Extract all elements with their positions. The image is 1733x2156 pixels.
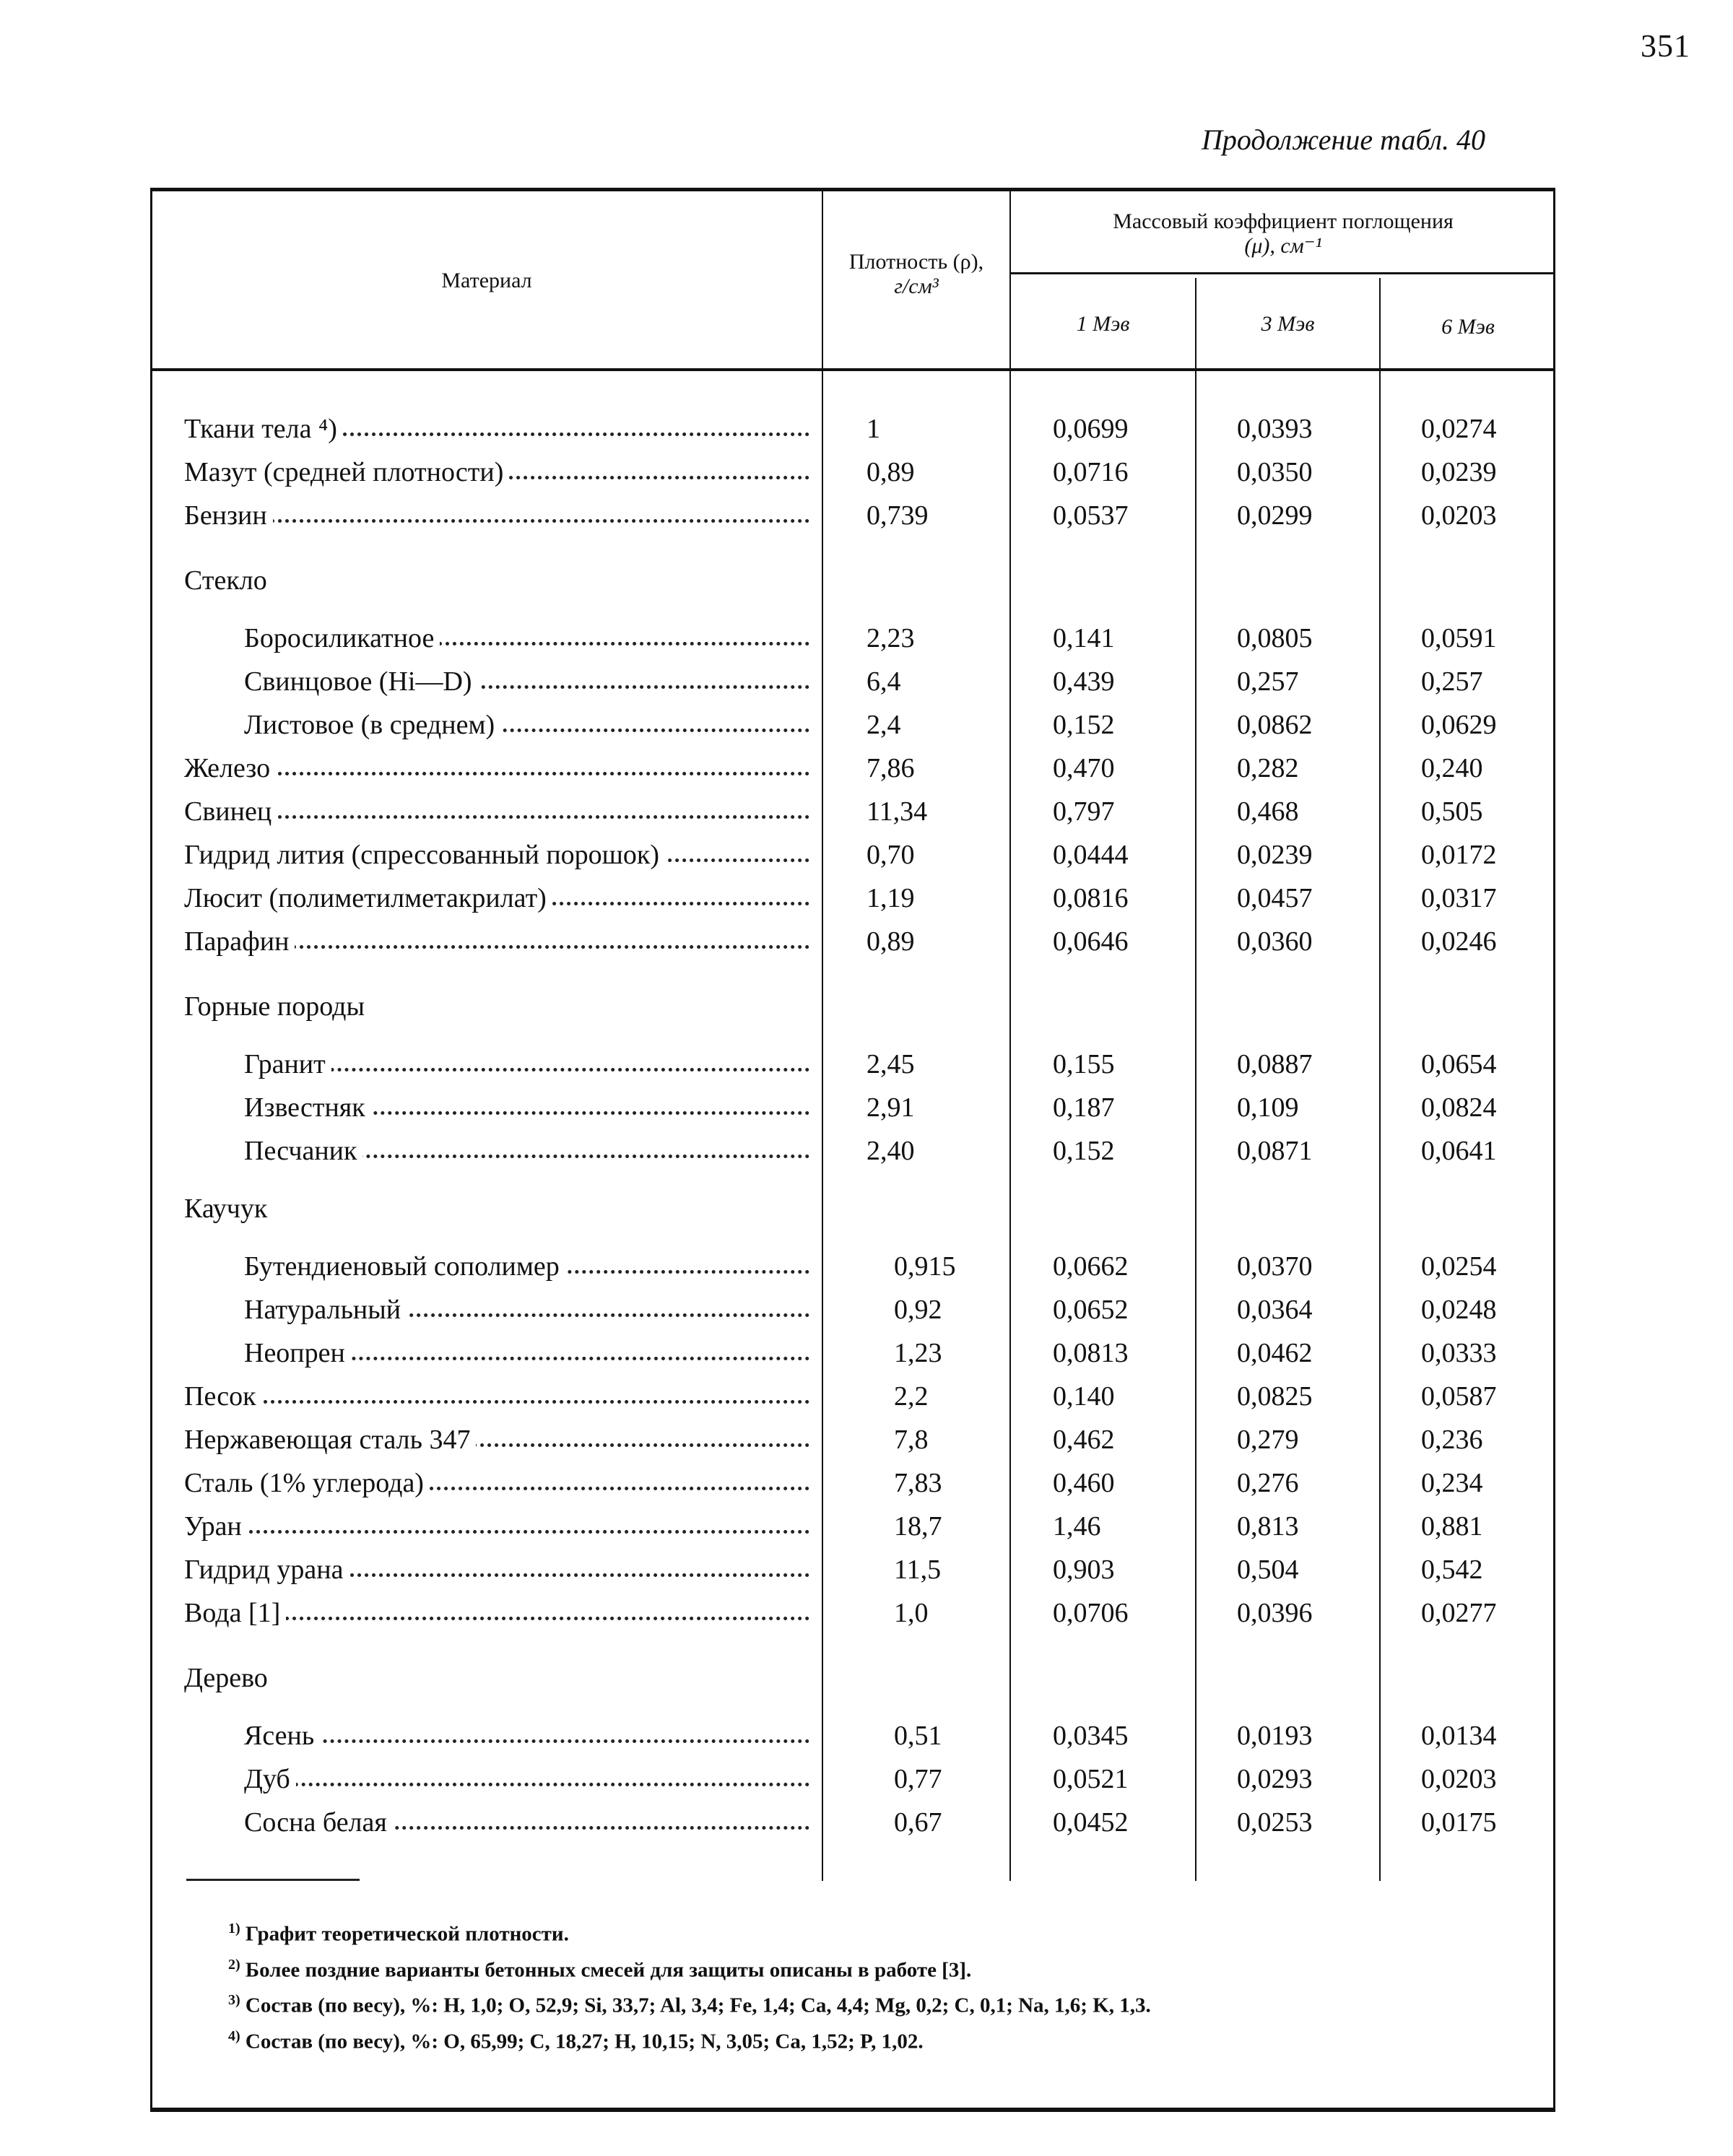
mu-1mev-cell: 0,0706 [1053, 1598, 1129, 1628]
mu-1mev-cell: 0,152 [1053, 710, 1115, 740]
mu-1mev-cell: 0,0537 [1053, 500, 1129, 531]
material-cell [184, 1510, 809, 1542]
header-density-label: Плотность (ρ), [848, 250, 984, 274]
mu-3mev-cell: 0,0871 [1237, 1136, 1313, 1166]
material-name: Сосна белая [244, 1807, 393, 1838]
dot-leader [184, 1530, 809, 1534]
footnote-text: Графит теоретической плотности. [245, 1922, 569, 1946]
table-row [0, 1048, 1733, 1092]
table-row [0, 709, 1733, 752]
footnote-text: Более поздние варианты бетонных смесей для защиты описаны в работе [3]. [245, 1958, 972, 1982]
table-row [0, 1092, 1733, 1135]
table-group-row [0, 565, 1733, 608]
material-name: Парафин [184, 926, 295, 957]
material-cell [184, 1193, 809, 1225]
material-cell [244, 666, 809, 697]
table-row [0, 882, 1733, 926]
density-cell: 1,23 [894, 1338, 942, 1368]
footnote-text: Состав (по весу), %: O, 65,99; C, 18,27; H, 10,15; N, 3,05; Ca, 1,52; P, 1,02. [245, 2030, 924, 2053]
table-row [0, 926, 1733, 969]
mu-1mev-cell: 0,0816 [1053, 883, 1129, 913]
table-group-row [0, 1193, 1733, 1236]
material-name: Вода [1] [184, 1598, 286, 1628]
mu-1mev-cell: 0,797 [1053, 796, 1115, 827]
material-name: Свинец [184, 796, 277, 827]
mu-1mev-cell: 0,155 [1053, 1049, 1115, 1079]
material-cell [184, 752, 809, 784]
subheader-rule [1011, 272, 1555, 274]
material-name: Сталь (1% углерода) [184, 1468, 430, 1498]
mu-6mev-cell: 0,236 [1421, 1425, 1483, 1455]
mu-1mev-cell: 0,0716 [1053, 457, 1129, 487]
header-bottom-rule [152, 368, 1555, 371]
material-name: Мазут (средней плотности) [184, 457, 509, 487]
material-cell [244, 709, 809, 741]
material-cell [184, 565, 809, 596]
material-name: Каучук [184, 1194, 273, 1224]
mu-1mev-cell: 0,141 [1053, 623, 1115, 653]
mu-6mev-cell: 0,881 [1421, 1511, 1483, 1542]
material-cell [184, 1467, 809, 1499]
density-cell: 2,2 [894, 1381, 929, 1412]
mu-6mev-cell: 0,0274 [1421, 414, 1497, 444]
material-name: Ясень [244, 1721, 320, 1751]
footnote-4 [228, 2021, 1151, 2057]
footnote-1 [228, 1913, 1151, 1949]
mu-1mev-cell: 1,46 [1053, 1511, 1101, 1542]
mu-3mev-cell: 0,0825 [1237, 1381, 1313, 1412]
density-cell: 6,4 [866, 666, 901, 697]
header-material: Материал [441, 269, 532, 292]
mu-3mev-cell: 0,0360 [1237, 926, 1313, 957]
material-name: Песок [184, 1381, 262, 1412]
material-cell [244, 1092, 809, 1123]
mu-6mev-cell: 0,0254 [1421, 1251, 1497, 1282]
material-name: Известняк [244, 1092, 371, 1123]
density-cell: 0,51 [894, 1721, 942, 1751]
mu-3mev-cell: 0,0239 [1237, 840, 1313, 870]
mu-3mev-cell: 0,279 [1237, 1425, 1299, 1455]
mu-6mev-cell: 0,542 [1421, 1555, 1483, 1585]
material-cell [244, 622, 809, 654]
density-cell: 2,4 [866, 710, 901, 740]
mu-6mev-cell: 0,505 [1421, 796, 1483, 827]
material-name: Горные породы [184, 991, 370, 1022]
material-cell [244, 1048, 809, 1080]
mu-6mev-cell: 0,0629 [1421, 710, 1497, 740]
mu-1mev-cell: 0,470 [1053, 753, 1115, 783]
table-row [0, 1597, 1733, 1640]
mu-3mev-cell: 0,0396 [1237, 1598, 1313, 1628]
material-cell [184, 796, 809, 827]
material-cell [184, 882, 809, 914]
density-cell: 0,739 [866, 500, 929, 531]
table-row [0, 1763, 1733, 1807]
density-cell: 1,19 [866, 883, 915, 913]
material-name: Гидрид урана [184, 1555, 349, 1585]
density-cell: 11,5 [894, 1555, 942, 1585]
footnote-mark: 1) [228, 1921, 240, 1937]
mu-3mev-cell: 0,0887 [1237, 1049, 1313, 1079]
header-density-unit: г/см³ [894, 274, 939, 298]
mu-3mev-cell: 0,0253 [1237, 1807, 1313, 1838]
density-cell: 2,23 [866, 623, 915, 653]
footnote-2 [228, 1949, 1151, 1986]
mu-1mev-cell: 0,0662 [1053, 1251, 1129, 1282]
mu-1mev-cell: 0,0444 [1053, 840, 1129, 870]
material-name: Натуральный [244, 1295, 407, 1325]
footnote-mark: 2) [228, 1956, 240, 1973]
mu-6mev-cell: 0,0134 [1421, 1721, 1497, 1751]
table-row [0, 839, 1733, 882]
mu-6mev-cell: 0,0333 [1421, 1338, 1497, 1368]
mu-3mev-cell: 0,0299 [1237, 500, 1313, 531]
material-cell [244, 1763, 809, 1795]
material-cell [184, 1597, 809, 1629]
material-cell [244, 1720, 809, 1752]
material-cell [184, 1424, 809, 1456]
material-cell [184, 456, 809, 488]
table-row [0, 1554, 1733, 1597]
dot-leader [184, 519, 809, 523]
table-row [0, 1251, 1733, 1294]
footnote-rule [186, 1879, 360, 1881]
header-energy-6mev: 6 Мэв [1441, 315, 1495, 339]
mu-1mev-cell: 0,187 [1053, 1092, 1115, 1123]
dot-leader [184, 772, 809, 775]
material-cell [244, 1135, 809, 1167]
header-mass-coefficient-label: Массовый коэффициент поглощения [1113, 209, 1454, 233]
mu-3mev-cell: 0,109 [1237, 1092, 1299, 1123]
material-name: Листовое (в среднем) [244, 710, 500, 740]
mu-1mev-cell: 0,0521 [1053, 1764, 1129, 1794]
mu-3mev-cell: 0,0462 [1237, 1338, 1313, 1368]
material-cell [184, 1554, 809, 1586]
mu-1mev-cell: 0,439 [1053, 666, 1115, 697]
table-row [0, 796, 1733, 839]
density-cell: 0,915 [894, 1251, 956, 1282]
density-cell: 0,92 [894, 1295, 942, 1325]
table-row [0, 1294, 1733, 1337]
table-row [0, 413, 1733, 456]
material-cell [244, 1251, 809, 1282]
mu-3mev-cell: 0,0805 [1237, 623, 1313, 653]
header-mass-coefficient [1011, 209, 1555, 258]
mu-6mev-cell: 0,0248 [1421, 1295, 1497, 1325]
density-cell: 1 [866, 414, 880, 444]
density-cell: 0,67 [894, 1807, 942, 1838]
mu-6mev-cell: 0,0203 [1421, 500, 1497, 531]
table-row [0, 456, 1733, 500]
dot-leader [244, 1783, 809, 1786]
density-cell: 0,89 [866, 457, 915, 487]
material-name: Дуб [244, 1764, 296, 1794]
mu-3mev-cell: 0,504 [1237, 1555, 1299, 1585]
table-row [0, 752, 1733, 796]
density-cell: 11,34 [866, 796, 928, 827]
density-cell: 2,91 [866, 1092, 915, 1123]
material-cell [244, 1294, 809, 1326]
mu-3mev-cell: 0,282 [1237, 753, 1299, 783]
density-cell: 7,83 [894, 1468, 942, 1498]
material-cell [184, 991, 809, 1022]
table-row [0, 666, 1733, 709]
table-row [0, 1337, 1733, 1381]
material-name: Бутендиеновый сополимер [244, 1251, 565, 1282]
material-cell [244, 1337, 809, 1369]
mu-1mev-cell: 0,0813 [1053, 1338, 1129, 1368]
dot-leader [184, 815, 809, 819]
footnote-3 [228, 1985, 1151, 2021]
material-cell [184, 500, 809, 531]
material-cell [184, 839, 809, 871]
mu-6mev-cell: 0,0246 [1421, 926, 1497, 957]
header-density [823, 250, 1009, 299]
mu-3mev-cell: 0,0193 [1237, 1721, 1313, 1751]
footnotes [228, 1913, 1151, 2057]
density-cell: 0,70 [866, 840, 915, 870]
density-cell: 2,40 [866, 1136, 915, 1166]
table-row [0, 500, 1733, 543]
mu-6mev-cell: 0,0587 [1421, 1381, 1497, 1412]
mu-6mev-cell: 0,0591 [1421, 623, 1497, 653]
mu-6mev-cell: 0,0175 [1421, 1807, 1497, 1838]
material-name: Неопрен [244, 1338, 351, 1368]
table-row [0, 1424, 1733, 1467]
table-row [0, 1381, 1733, 1424]
mu-6mev-cell: 0,0654 [1421, 1049, 1497, 1079]
material-name: Дерево [184, 1663, 274, 1693]
mu-3mev-cell: 0,0370 [1237, 1251, 1313, 1282]
footnote-text: Состав (по весу), %: H, 1,0; O, 52,9; Si, 33,7; Al, 3,4; Fe, 1,4; Ca, 4,4; Mg, 0,2; C, 0,1; Na, 1,6; K, 1,3. [245, 1994, 1151, 2017]
mu-6mev-cell: 0,0277 [1421, 1598, 1497, 1628]
mu-3mev-cell: 0,0862 [1237, 710, 1313, 740]
table-row [0, 1720, 1733, 1763]
material-name: Стекло [184, 565, 273, 596]
mu-6mev-cell: 0,234 [1421, 1468, 1483, 1498]
page-number: 351 [1641, 28, 1690, 64]
mu-6mev-cell: 0,0824 [1421, 1092, 1497, 1123]
mu-1mev-cell: 0,152 [1053, 1136, 1115, 1166]
material-name: Люсит (полиметилметакрилат) [184, 883, 552, 913]
mu-6mev-cell: 0,0172 [1421, 840, 1497, 870]
material-name: Свинцовое (Hi—D) [244, 666, 478, 697]
mu-3mev-cell: 0,468 [1237, 796, 1299, 827]
mu-3mev-cell: 0,0393 [1237, 414, 1313, 444]
mu-6mev-cell: 0,0239 [1421, 457, 1497, 487]
material-name: Ткани тела ⁴) [184, 414, 343, 444]
material-cell [184, 1381, 809, 1412]
mu-1mev-cell: 0,462 [1053, 1425, 1115, 1455]
mu-1mev-cell: 0,0652 [1053, 1295, 1129, 1325]
table-row [0, 1510, 1733, 1554]
table-row [0, 1807, 1733, 1850]
mu-3mev-cell: 0,0350 [1237, 457, 1313, 487]
material-name: Бензин [184, 500, 273, 531]
mu-6mev-cell: 0,257 [1421, 666, 1483, 697]
table-group-row [0, 1662, 1733, 1705]
density-cell: 2,45 [866, 1049, 915, 1079]
mu-1mev-cell: 0,903 [1053, 1555, 1115, 1585]
material-cell [184, 926, 809, 957]
material-name: Песчаник [244, 1136, 362, 1166]
table-group-row [0, 991, 1733, 1034]
mu-1mev-cell: 0,0646 [1053, 926, 1129, 957]
mu-3mev-cell: 0,813 [1237, 1511, 1299, 1542]
mu-1mev-cell: 0,140 [1053, 1381, 1115, 1412]
material-name: Железо [184, 753, 276, 783]
header-mass-coefficient-unit: (μ), см⁻¹ [1244, 234, 1322, 258]
mu-3mev-cell: 0,0457 [1237, 883, 1313, 913]
material-name: Боросиликатное [244, 623, 440, 653]
footnote-mark: 4) [228, 2027, 240, 2044]
mu-6mev-cell: 0,240 [1421, 753, 1483, 783]
dot-leader [184, 1400, 809, 1404]
mu-1mev-cell: 0,0699 [1053, 414, 1129, 444]
mu-6mev-cell: 0,0203 [1421, 1764, 1497, 1794]
density-cell: 0,89 [866, 926, 915, 957]
mu-3mev-cell: 0,276 [1237, 1468, 1299, 1498]
mu-6mev-cell: 0,0641 [1421, 1136, 1497, 1166]
mu-1mev-cell: 0,0452 [1053, 1807, 1129, 1838]
header-energy-1mev: 1 Мэв [1076, 312, 1130, 336]
density-cell: 1,0 [894, 1598, 929, 1628]
density-cell: 0,77 [894, 1764, 942, 1794]
table-row [0, 1467, 1733, 1510]
material-name: Гранит [244, 1049, 331, 1079]
table-row [0, 622, 1733, 666]
material-cell [184, 1662, 809, 1694]
mu-1mev-cell: 0,0345 [1053, 1721, 1129, 1751]
mu-3mev-cell: 0,0293 [1237, 1764, 1313, 1794]
material-name: Уран [184, 1511, 248, 1542]
density-cell: 7,86 [866, 753, 915, 783]
mu-3mev-cell: 0,257 [1237, 666, 1299, 697]
density-cell: 18,7 [894, 1511, 942, 1542]
dot-leader [244, 1739, 809, 1743]
mu-1mev-cell: 0,460 [1053, 1468, 1115, 1498]
table-row [0, 1135, 1733, 1178]
material-cell [184, 413, 809, 445]
material-name: Гидрид лития (спрессованный порошок) [184, 840, 665, 870]
density-cell: 7,8 [894, 1425, 929, 1455]
mu-3mev-cell: 0,0364 [1237, 1295, 1313, 1325]
header-energy-3mev: 3 Мэв [1261, 312, 1315, 336]
material-cell [244, 1807, 809, 1838]
table-continuation-caption: Продолжение табл. 40 [1202, 123, 1486, 156]
footnote-mark: 3) [228, 1992, 240, 2009]
mu-6mev-cell: 0,0317 [1421, 883, 1497, 913]
material-name: Нержавеющая сталь 347 [184, 1425, 476, 1455]
